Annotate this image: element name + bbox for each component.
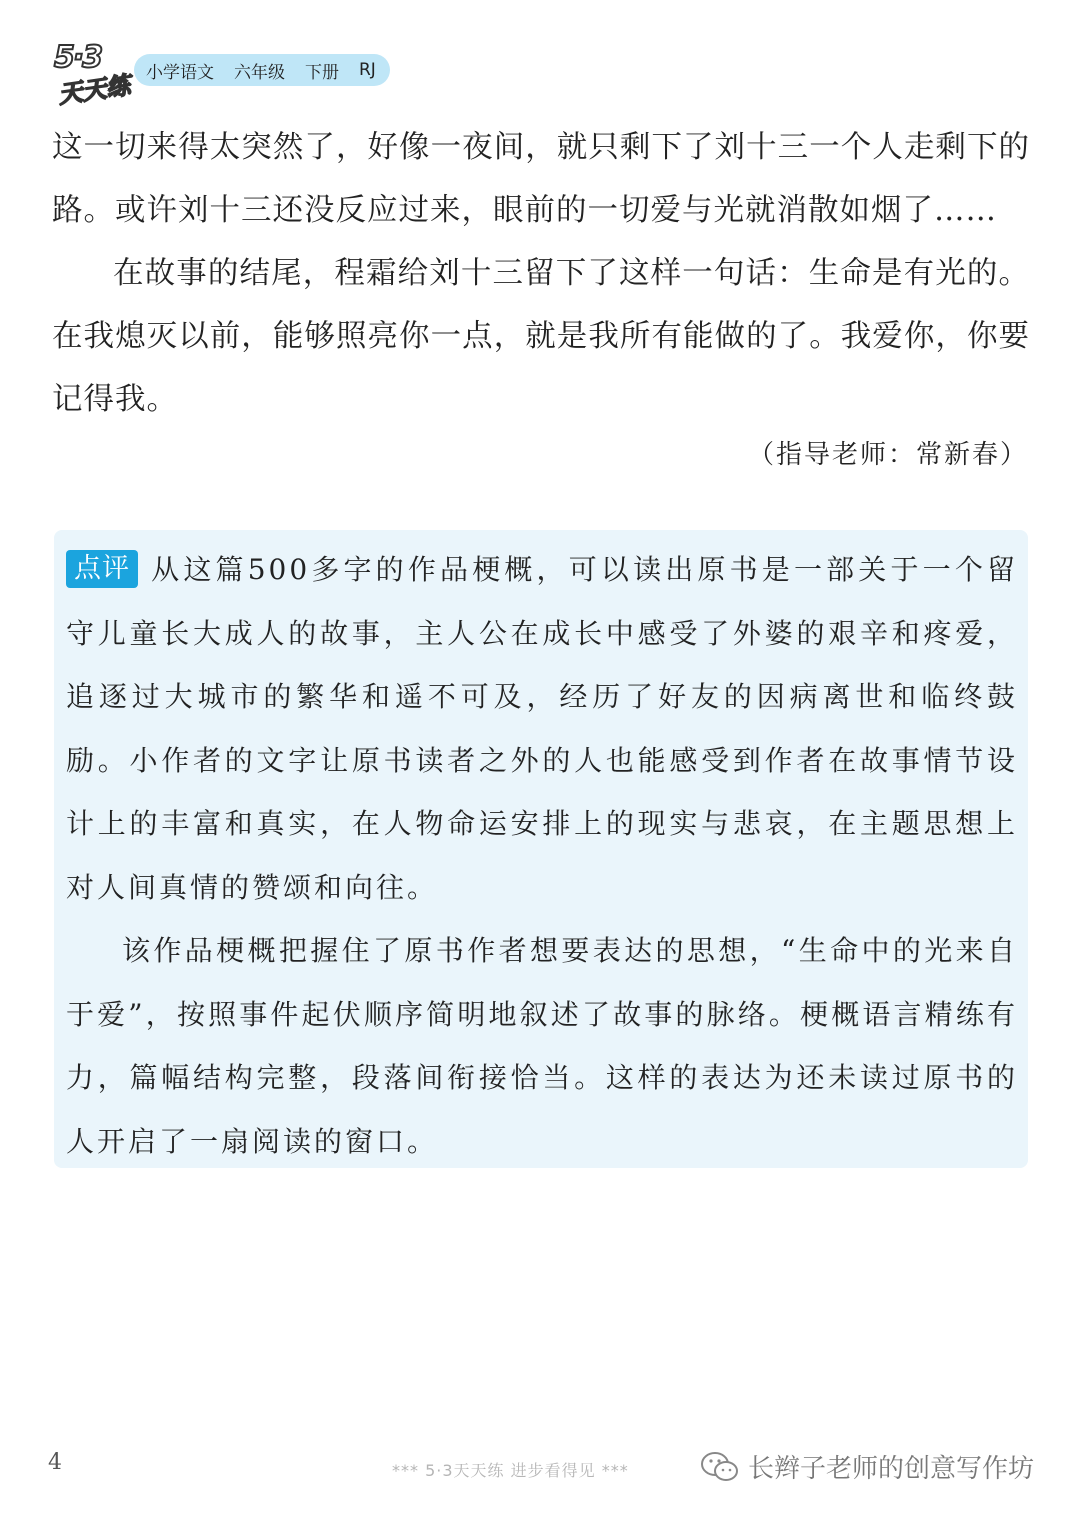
wechat-icon (700, 1450, 740, 1484)
logo-number: 5·3 (54, 40, 102, 75)
essay-paragraph-2: 在故事的结尾，程霜给刘十三留下了这样一句话：生命是有光的。在我熄灭以前，能够照亮你一点，就是我所有能做的了。我爱你，你要记得我。 (52, 256, 1030, 417)
comment-paragraph-1-text: 从这篇500多字的作品梗概，可以读出原书是一部关于一个留守儿童长大成人的故事，主人公在成长中感受了外婆的艰辛和疼爱，追逐过大城市的繁华和遥不可及，经历了好友的因病离世和临终鼓励。小作者的文字让原书读者之外的人也能感受到作者在故事情节设计上的丰富和真实，在人物命运安排上的现实与悲哀，在主题思想上对人间真情的赞颂和向往。 (66, 553, 1018, 904)
pill-volume: 下册 (305, 62, 339, 83)
pill-subject: 小学语文 (146, 62, 214, 83)
page-footer (0, 1440, 1080, 1500)
brand-logo (50, 40, 132, 109)
pill-grade: 六年级 (234, 62, 285, 83)
watermark (700, 1448, 1034, 1485)
comment-text (66, 538, 1018, 1173)
subject-pill (134, 54, 390, 86)
page-header (50, 40, 450, 109)
logo-word: 天天练 (56, 71, 132, 109)
comment-tag: 点评 (66, 550, 138, 588)
comment-paragraph-1 (66, 538, 1018, 919)
footer-slogan: *** 5·3天天练 进步看得见 *** (392, 1461, 629, 1480)
essay-paragraph-1: 这一切来得太突然了，好像一夜间，就只剩下了刘十三一个人走剩下的路。或许刘十三还没反应过来，眼前的一切爱与光就消散如烟了…… (52, 130, 1030, 228)
comment-box (54, 530, 1028, 1168)
essay-body (52, 116, 1030, 431)
watermark-text: 长辫子老师的创意写作坊 (748, 1454, 1035, 1484)
teacher-signature: （指导老师：常新春） (747, 440, 1028, 470)
comment-paragraph-2: 该作品梗概把握住了原书作者想要表达的思想，“生命中的光来自于爱”，按照事件起伏顺序简明地叙述了故事的脉络。梗概语言精练有力，篇幅结构完整，段落间衔接恰当。这样的表达为还未读过原书的人开启了一扇阅读的窗口。 (66, 934, 1018, 1158)
page-number: 4 (48, 1450, 62, 1475)
pill-edition: RJ (359, 60, 376, 80)
